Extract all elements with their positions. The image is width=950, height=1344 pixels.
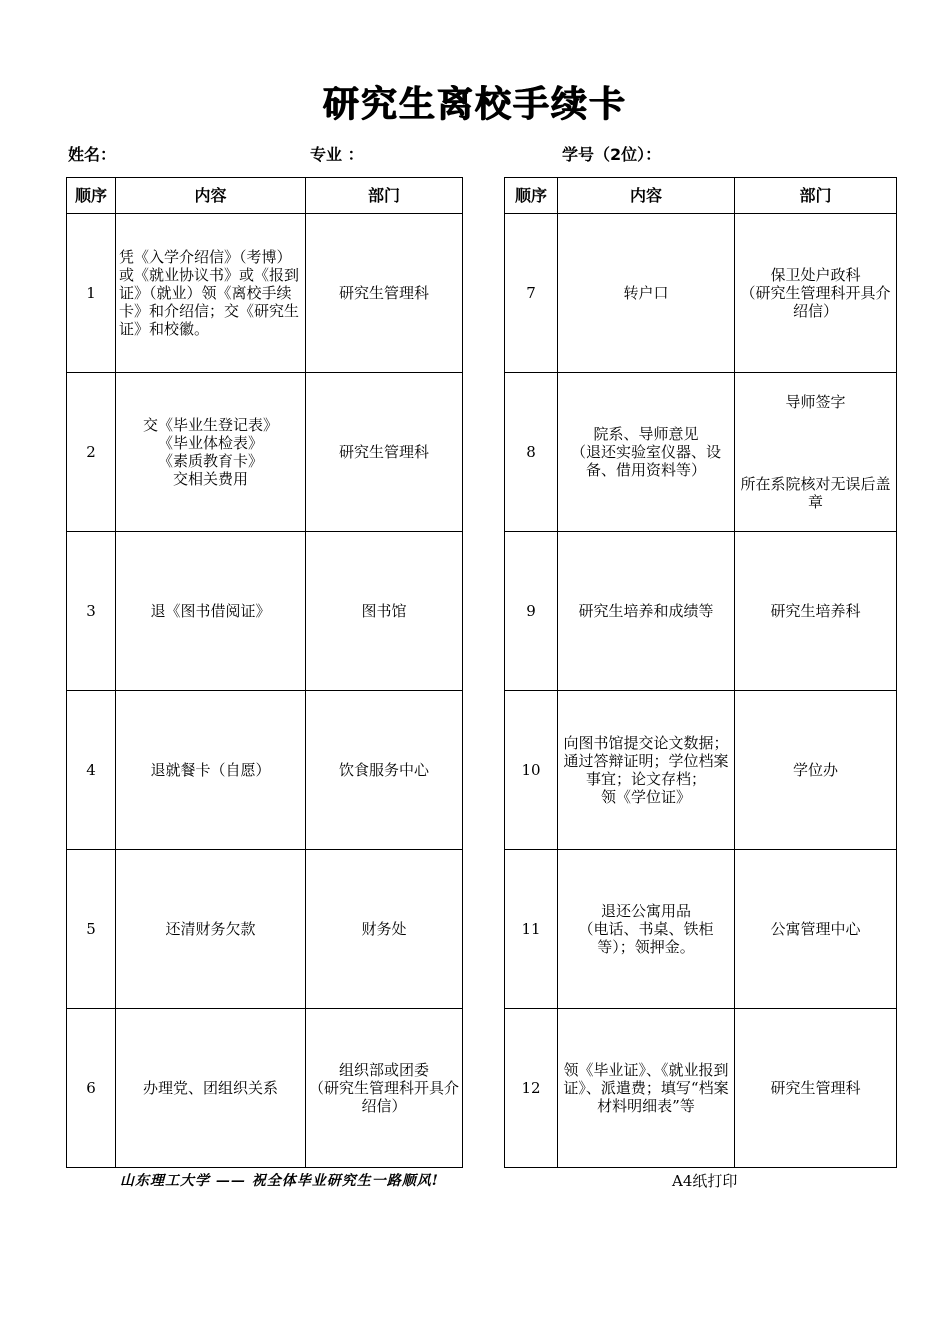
row-seq: 6: [67, 1009, 116, 1168]
row-content: [558, 373, 735, 532]
table-row: [505, 850, 897, 1009]
row-seq: 10: [505, 691, 558, 850]
table-row: [67, 691, 463, 850]
content-line: 交相关费用: [172, 470, 248, 488]
footer-slogan: 山东理工大学 —— 祝全体毕业研究生一路顺风!: [120, 1173, 439, 1189]
row-dept: 饮食服务中心: [306, 691, 463, 850]
row-dept: 研究生管理科: [306, 214, 463, 373]
col-header-dept: 部门: [306, 178, 463, 214]
dept-line: （研究生管理科开具介绍信）: [309, 1079, 460, 1115]
dept-line: （研究生管理科开具介绍信）: [740, 284, 891, 320]
table-row: [67, 532, 463, 691]
row-dept: 图书馆: [306, 532, 463, 691]
row-seq: 3: [67, 532, 116, 691]
student-id-label: 学号（2位）：: [562, 145, 662, 164]
row-dept: 学位办: [735, 691, 897, 850]
content-line: 向图书馆提交论文数据；通过答辩证明；学位档案事宜；论文存档；: [563, 734, 729, 788]
content-line: 《素质教育卡》: [157, 452, 263, 470]
col-header-content: 内容: [558, 178, 735, 214]
table-row: [505, 373, 897, 532]
content-line: 《毕业体检表》: [157, 434, 263, 452]
table-row: [505, 532, 897, 691]
col-header-seq: 顺序: [67, 178, 116, 214]
row-seq: 12: [505, 1009, 558, 1168]
row-dept: 公寓管理中心: [735, 850, 897, 1009]
row-content: 退就餐卡（自愿）: [116, 691, 306, 850]
col-header-dept: 部门: [735, 178, 897, 214]
content-line: 交《毕业生登记表》: [142, 416, 278, 434]
major-label: 专业 ：: [310, 145, 364, 164]
content-line: 退还公寓用品: [600, 902, 691, 920]
procedure-table-right: [504, 177, 897, 1168]
row-seq: 1: [67, 214, 116, 373]
row-content: 办理党、团组织关系: [116, 1009, 306, 1168]
row-content: [558, 691, 735, 850]
table-row: [67, 1009, 463, 1168]
row-seq: 7: [505, 214, 558, 373]
row-seq: 11: [505, 850, 558, 1009]
row-content: [558, 850, 735, 1009]
name-label: 姓名：: [68, 145, 117, 164]
row-dept: [306, 1009, 463, 1168]
procedure-table-left: [66, 177, 463, 1168]
dept-line: 保卫处户政科: [770, 266, 861, 284]
row-seq: 9: [505, 532, 558, 691]
row-seq: 5: [67, 850, 116, 1009]
row-seq: 4: [67, 691, 116, 850]
row-content: 研究生培养和成绩等: [558, 532, 735, 691]
col-header-content: 内容: [116, 178, 306, 214]
table-row: [67, 373, 463, 532]
table-row: [67, 850, 463, 1009]
row-dept: 研究生管理科: [735, 1009, 897, 1168]
content-line: （电话、书桌、铁柜等）；领押金。: [578, 920, 714, 956]
table-row: [505, 691, 897, 850]
table-row: [67, 214, 463, 373]
print-note: A4纸打印: [672, 1172, 738, 1190]
row-content: [116, 373, 306, 532]
table-row: [505, 1009, 897, 1168]
row-dept: 财务处: [306, 850, 463, 1009]
content-line: 院系、导师意见: [593, 425, 699, 443]
department-stamp-label: 所在系院核对无误后盖章: [740, 475, 891, 511]
row-dept: [735, 373, 897, 532]
row-content: 凭《入学介绍信》（考博）或《就业协议书》或《报到证》（就业）领《离校手续卡》和介绍信；交《研究生证》和校徽。: [116, 214, 306, 373]
row-content: 还清财务欠款: [116, 850, 306, 1009]
row-seq: 2: [67, 373, 116, 532]
content-line: 领《学位证》: [600, 788, 691, 806]
col-header-seq: 顺序: [505, 178, 558, 214]
row-dept: [735, 214, 897, 373]
dept-line: 组织部或团委: [338, 1061, 429, 1079]
row-content: 领《毕业证》、《就业报到证》、派遣费；填写“档案材料明细表”等: [558, 1009, 735, 1168]
page-title: 研究生离校手续卡: [322, 84, 627, 125]
row-dept: 研究生培养科: [735, 532, 897, 691]
content-line: （退还实验室仪器、设备、借用资料等）: [570, 443, 721, 479]
row-dept: 研究生管理科: [306, 373, 463, 532]
row-seq: 8: [505, 373, 558, 532]
table-row: [505, 214, 897, 373]
row-content: 转户口: [558, 214, 735, 373]
advisor-signature-label: 导师签字: [785, 393, 846, 411]
row-content: 退《图书借阅证》: [116, 532, 306, 691]
